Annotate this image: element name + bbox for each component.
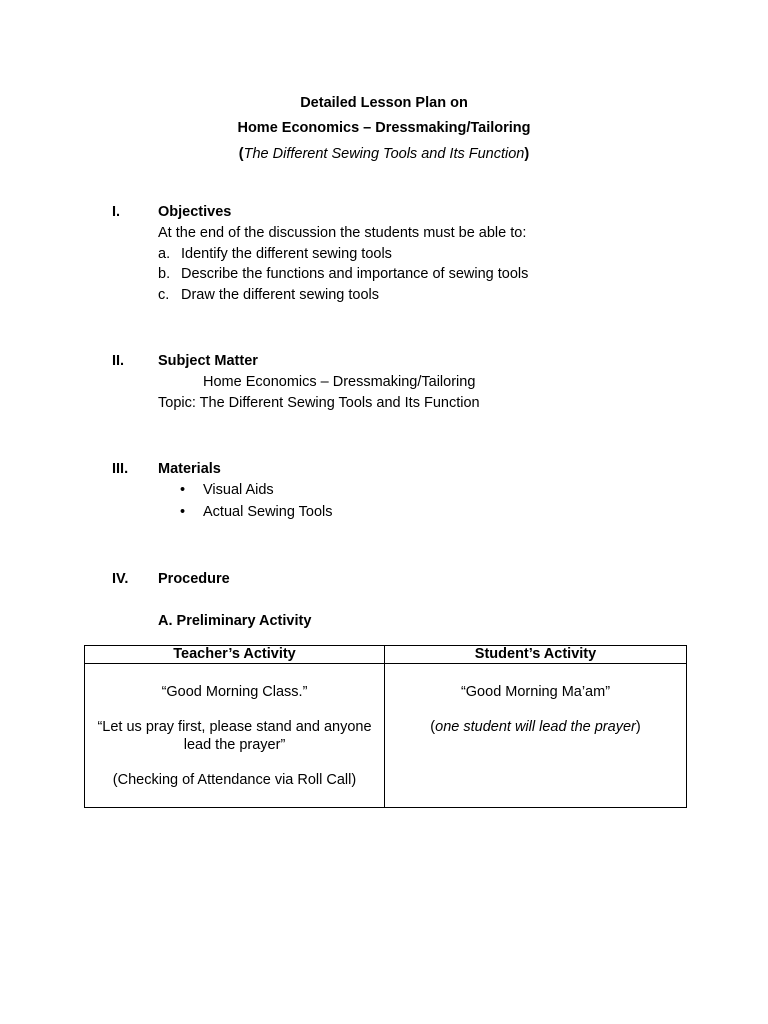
objective-letter-b: b.: [158, 266, 171, 282]
section-heading-procedure: Procedure: [158, 571, 230, 587]
section-heading-materials: Materials: [158, 461, 221, 477]
activity-table: [84, 645, 687, 808]
section-number-subject-matter: II.: [112, 353, 125, 369]
objective-letter-c: c.: [158, 287, 170, 303]
student-prayer-note: [385, 718, 686, 736]
section-number-objectives: I.: [112, 204, 121, 220]
teacher-attendance: (Checking of Attendance via Roll Call): [112, 772, 357, 788]
section-heading-objectives: Objectives: [158, 204, 232, 220]
table-header-row: [85, 646, 687, 664]
section-number-procedure: IV.: [112, 571, 129, 587]
student-activity-cell: [385, 664, 687, 808]
bullet-icon: •: [180, 504, 186, 520]
section-number-materials: III.: [112, 461, 129, 477]
objective-item-c: Draw the different sewing tools: [181, 287, 380, 303]
bullet-icon: •: [180, 482, 186, 498]
table-row: [85, 664, 687, 808]
subtitle-close-paren: ): [524, 146, 530, 162]
material-item: Visual Aids: [203, 482, 274, 498]
student-note-open-paren: (: [430, 719, 436, 735]
objective-letter-a: a.: [158, 246, 171, 262]
objective-item-a: Identify the different sewing tools: [181, 246, 392, 262]
subject-matter-subject: Home Economics – Dressmaking/Tailoring: [203, 374, 476, 390]
objective-item-b: Describe the functions and importance of sewing tools: [181, 266, 529, 282]
document-title-line2: Home Economics – Dressmaking/Tailoring: [237, 120, 531, 136]
subject-matter-topic: Topic: The Different Sewing Tools and Its Function: [158, 395, 480, 411]
student-activity-header: Student’s Activity: [385, 646, 687, 664]
subtitle-text: The Different Sewing Tools and Its Function: [243, 146, 525, 162]
teacher-prayer-instruction: “Let us pray first, please stand and anyone lead the prayer”: [97, 719, 372, 753]
section-heading-subject-matter: Subject Matter: [158, 353, 258, 369]
teacher-greeting: “Good Morning Class.”: [161, 684, 308, 700]
teacher-activity-header: Teacher’s Activity: [85, 646, 385, 664]
student-note-text: one student will lead the prayer: [435, 719, 636, 735]
subtitle-open-paren: (: [238, 146, 244, 162]
student-greeting: “Good Morning Ma’am”: [460, 684, 611, 700]
document-subtitle: [0, 145, 768, 163]
material-item: Actual Sewing Tools: [203, 504, 333, 520]
procedure-subheading: A. Preliminary Activity: [158, 613, 312, 629]
teacher-activity-cell: [85, 664, 385, 808]
objectives-intro: At the end of the discussion the students must be able to:: [158, 225, 527, 241]
document-title-line1: Detailed Lesson Plan on: [300, 95, 468, 111]
student-note-close-paren: ): [635, 719, 641, 735]
